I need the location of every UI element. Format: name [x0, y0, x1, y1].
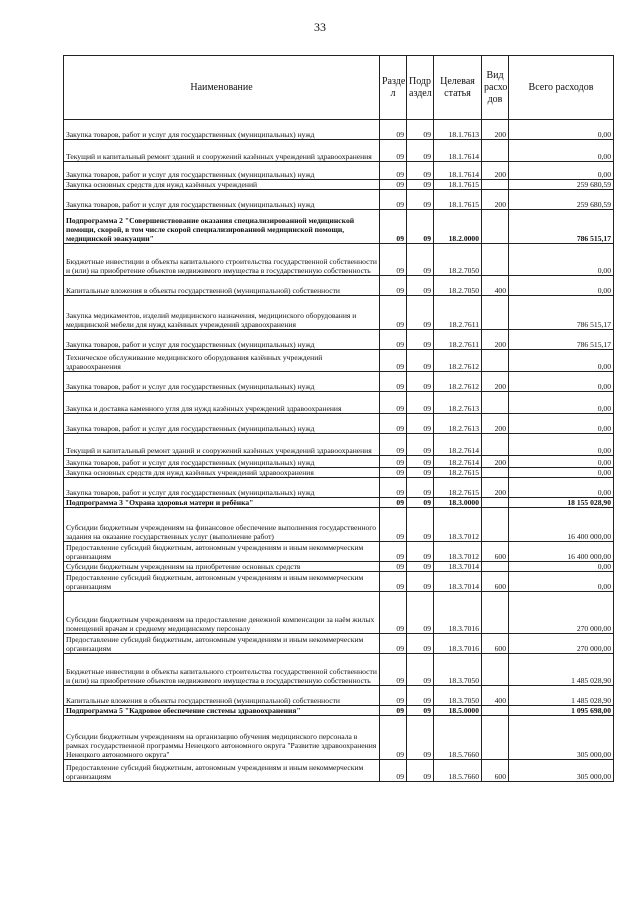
- row-total: 786 515,17: [509, 296, 614, 330]
- row-total: 0,00: [509, 276, 614, 296]
- row-subsection: 09: [407, 180, 434, 190]
- row-subsection: 09: [407, 562, 434, 572]
- row-expense-type: 200: [482, 190, 509, 210]
- row-section: 09: [380, 634, 407, 654]
- row-section: 09: [380, 392, 407, 414]
- row-section: 09: [380, 686, 407, 706]
- row-subsection: 09: [407, 372, 434, 392]
- row-target: 18.2.7613: [434, 414, 482, 434]
- header-subsection: Подр аздел: [407, 56, 434, 120]
- row-section: 09: [380, 508, 407, 542]
- header-name: Наименование: [64, 56, 380, 120]
- row-expense-type: 600: [482, 760, 509, 782]
- row-section: 09: [380, 468, 407, 478]
- row-expense-type: 600: [482, 572, 509, 592]
- row-section: 09: [380, 456, 407, 468]
- row-name: Закупка товаров, работ и услуг для государственных (муниципальных) нужд: [64, 414, 380, 434]
- row-subsection: 09: [407, 572, 434, 592]
- row-target: 18.1.7613: [434, 120, 482, 140]
- table-row: [64, 190, 614, 210]
- row-target: 18.2.7611: [434, 296, 482, 330]
- row-expense-type: 400: [482, 276, 509, 296]
- row-total: 1 485 028,90: [509, 654, 614, 686]
- row-expense-type: 200: [482, 120, 509, 140]
- row-name: Предоставление субсидий бюджетным, автономным учреждениям и иным некоммерческим организациям: [64, 542, 380, 562]
- row-subsection: 09: [407, 716, 434, 760]
- row-total: 0,00: [509, 468, 614, 478]
- table-header-row: [64, 56, 614, 120]
- row-section: 09: [380, 372, 407, 392]
- row-expense-type: [482, 508, 509, 542]
- row-section: 09: [380, 162, 407, 180]
- row-expense-type: [482, 706, 509, 716]
- row-total: 270 000,00: [509, 592, 614, 634]
- row-section: 09: [380, 244, 407, 276]
- row-name: Закупка товаров, работ и услуг для государственных (муниципальных) нужд: [64, 330, 380, 350]
- table-row: [64, 210, 614, 244]
- row-subsection: 09: [407, 330, 434, 350]
- row-expense-type: 200: [482, 162, 509, 180]
- row-name: Закупка основных средств для нужд казённых учреждений: [64, 180, 380, 190]
- row-subsection: 09: [407, 140, 434, 162]
- row-subsection: 09: [407, 456, 434, 468]
- row-expense-type: [482, 296, 509, 330]
- table-row: [64, 276, 614, 296]
- row-section: 09: [380, 562, 407, 572]
- row-total: 1 485 028,90: [509, 686, 614, 706]
- row-target: 18.3.7050: [434, 654, 482, 686]
- table-row: [64, 716, 614, 760]
- row-expense-type: [482, 350, 509, 372]
- row-total: 0,00: [509, 350, 614, 372]
- row-total: 0,00: [509, 572, 614, 592]
- row-total: 0,00: [509, 244, 614, 276]
- row-target: 18.5.0000: [434, 706, 482, 716]
- row-section: 09: [380, 760, 407, 782]
- row-total: 0,00: [509, 456, 614, 468]
- row-target: 18.5.7660: [434, 716, 482, 760]
- row-subsection: 09: [407, 508, 434, 542]
- row-name: Подпрограмма 2 "Совершенствование оказания специализированной медицинской помощи, скорой, в том числе скорой специализированной медицинской помощи, медицинской эвакуации": [64, 210, 380, 244]
- row-name: Закупка товаров, работ и услуг для государственных (муниципальных) нужд: [64, 478, 380, 498]
- row-expense-type: [482, 498, 509, 508]
- row-expense-type: 600: [482, 634, 509, 654]
- row-name: Предоставление субсидий бюджетным, автономным учреждениям и иным некоммерческим организациям: [64, 634, 380, 654]
- row-name: Субсидии бюджетным учреждениям на финансовое обеспечение выполнения государственного задания на оказание государственных услуг (выполнение работ): [64, 508, 380, 542]
- row-expense-type: [482, 562, 509, 572]
- row-name: Закупка и доставка каменного угля для нужд казённых учреждений здравоохранения: [64, 392, 380, 414]
- row-expense-type: 200: [482, 456, 509, 468]
- row-subsection: 09: [407, 498, 434, 508]
- table-row: [64, 414, 614, 434]
- table-row: [64, 542, 614, 562]
- table-row: [64, 372, 614, 392]
- row-target: 18.2.7612: [434, 350, 482, 372]
- row-section: 09: [380, 140, 407, 162]
- row-target: 18.3.7012: [434, 508, 482, 542]
- row-name: Бюджетные инвестиции в объекты капитального строительства государственной собственности и (или) на приобретение объектов недвижимого имущества в государственную собственность: [64, 654, 380, 686]
- row-target: 18.3.7050: [434, 686, 482, 706]
- table-row: [64, 634, 614, 654]
- table-row: [64, 120, 614, 140]
- row-expense-type: 200: [482, 478, 509, 498]
- header-expense-type: Вид расхо дов: [482, 56, 509, 120]
- table-row: [64, 140, 614, 162]
- row-target: 18.3.7014: [434, 562, 482, 572]
- row-subsection: 09: [407, 542, 434, 562]
- table-body: [64, 120, 614, 782]
- row-name: Бюджетные инвестиции в объекты капитального строительства государственной собственности и (или) на приобретение объектов недвижимого имущества в государственную собственность: [64, 244, 380, 276]
- row-target: 18.3.7016: [434, 592, 482, 634]
- row-total: 16 400 000,00: [509, 508, 614, 542]
- table-row: [64, 162, 614, 180]
- row-total: 786 515,17: [509, 210, 614, 244]
- row-name: Закупка товаров, работ и услуг для государственных (муниципальных) нужд: [64, 372, 380, 392]
- row-section: 09: [380, 434, 407, 456]
- row-section: 09: [380, 572, 407, 592]
- row-total: 270 000,00: [509, 634, 614, 654]
- row-expense-type: [482, 434, 509, 456]
- row-name: Капитальные вложения в объекты государственной (муниципальной) собственности: [64, 276, 380, 296]
- row-subsection: 09: [407, 296, 434, 330]
- header-target: Целевая статья: [434, 56, 482, 120]
- row-subsection: 09: [407, 162, 434, 180]
- row-subsection: 09: [407, 686, 434, 706]
- row-total: 0,00: [509, 392, 614, 414]
- row-target: 18.2.7050: [434, 244, 482, 276]
- row-section: 09: [380, 330, 407, 350]
- row-subsection: 09: [407, 706, 434, 716]
- row-target: 18.3.0000: [434, 498, 482, 508]
- row-name: Предоставление субсидий бюджетным, автономным учреждениям и иным некоммерческим организациям: [64, 760, 380, 782]
- row-subsection: 09: [407, 760, 434, 782]
- page-number: 33: [314, 20, 326, 34]
- row-subsection: 09: [407, 478, 434, 498]
- row-subsection: 09: [407, 468, 434, 478]
- row-name: Капитальные вложения в объекты государственной (муниципальной) собственности: [64, 686, 380, 706]
- row-section: 09: [380, 120, 407, 140]
- table-row: [64, 654, 614, 686]
- table-row: [64, 456, 614, 468]
- row-subsection: 09: [407, 350, 434, 372]
- row-total: 16 400 000,00: [509, 542, 614, 562]
- table-row: [64, 180, 614, 190]
- row-total: 0,00: [509, 120, 614, 140]
- row-total: 259 680,59: [509, 180, 614, 190]
- row-total: 18 155 028,90: [509, 498, 614, 508]
- row-section: 09: [380, 414, 407, 434]
- row-total: 1 095 698,00: [509, 706, 614, 716]
- table-row: [64, 760, 614, 782]
- table-row: [64, 508, 614, 542]
- row-target: 18.1.7614: [434, 140, 482, 162]
- row-section: 09: [380, 350, 407, 372]
- row-name: Субсидии бюджетным учреждениям на предоставление денежной компенсации за наём жилых помещений врачам и среднему медицинскому персоналу: [64, 592, 380, 634]
- row-expense-type: 200: [482, 372, 509, 392]
- table-row: [64, 706, 614, 716]
- table-row: [64, 478, 614, 498]
- row-section: 09: [380, 716, 407, 760]
- row-total: 786 515,17: [509, 330, 614, 350]
- table-row: [64, 244, 614, 276]
- row-expense-type: [482, 592, 509, 634]
- row-subsection: 09: [407, 592, 434, 634]
- row-expense-type: 200: [482, 330, 509, 350]
- row-target: 18.2.7050: [434, 276, 482, 296]
- row-subsection: 09: [407, 634, 434, 654]
- table-row: [64, 498, 614, 508]
- row-target: 18.2.7615: [434, 468, 482, 478]
- row-target: 18.2.7614: [434, 434, 482, 456]
- row-expense-type: [482, 210, 509, 244]
- row-subsection: 09: [407, 276, 434, 296]
- row-subsection: 09: [407, 210, 434, 244]
- row-subsection: 09: [407, 120, 434, 140]
- row-name: Закупка товаров, работ и услуг для государственных (муниципальных) нужд: [64, 162, 380, 180]
- row-target: 18.3.7014: [434, 572, 482, 592]
- table-row: [64, 468, 614, 478]
- row-total: 0,00: [509, 372, 614, 392]
- row-total: 259 680,59: [509, 190, 614, 210]
- table-row: [64, 350, 614, 372]
- row-expense-type: [482, 716, 509, 760]
- row-target: 18.2.7615: [434, 478, 482, 498]
- row-expense-type: [482, 244, 509, 276]
- table-row: [64, 562, 614, 572]
- row-total: 305 000,00: [509, 716, 614, 760]
- row-expense-type: 200: [482, 414, 509, 434]
- row-name: Закупка медикаментов, изделий медицинского назначения, медицинского оборудования и медицинской мебели для нужд казённых учреждений здравоохранения: [64, 296, 380, 330]
- row-expense-type: 400: [482, 686, 509, 706]
- row-expense-type: [482, 180, 509, 190]
- table-row: [64, 592, 614, 634]
- table-row: [64, 330, 614, 350]
- row-total: 0,00: [509, 562, 614, 572]
- row-section: 09: [380, 706, 407, 716]
- row-section: 09: [380, 542, 407, 562]
- table-row: [64, 572, 614, 592]
- row-target: 18.2.7614: [434, 456, 482, 468]
- row-name: Закупка товаров, работ и услуг для государственных (муниципальных) нужд: [64, 190, 380, 210]
- table-row: [64, 392, 614, 414]
- row-target: 18.3.7012: [434, 542, 482, 562]
- row-target: 18.1.7614: [434, 162, 482, 180]
- row-section: 09: [380, 498, 407, 508]
- row-name: Предоставление субсидий бюджетным, автономным учреждениям и иным некоммерческим организациям: [64, 572, 380, 592]
- row-name: Текущий и капитальный ремонт зданий и сооружений казённых учреждений здравоохранения: [64, 140, 380, 162]
- row-expense-type: [482, 140, 509, 162]
- header-total: Всего расходов: [509, 56, 614, 120]
- row-target: 18.2.7612: [434, 372, 482, 392]
- row-target: 18.2.7613: [434, 392, 482, 414]
- row-name: Подпрограмма 3 "Охрана здоровья матери и ребёнка": [64, 498, 380, 508]
- row-name: Закупка товаров, работ и услуг для государственных (муниципальных) нужд: [64, 456, 380, 468]
- row-section: 09: [380, 210, 407, 244]
- row-name: Субсидии бюджетным учреждениям на приобретение основных средств: [64, 562, 380, 572]
- row-total: 0,00: [509, 434, 614, 456]
- row-total: 0,00: [509, 414, 614, 434]
- row-target: 18.2.0000: [434, 210, 482, 244]
- row-total: 0,00: [509, 162, 614, 180]
- row-name: Техническое обслуживание медицинского оборудования казённых учреждений здравоохранения: [64, 350, 380, 372]
- table-row: [64, 434, 614, 456]
- row-name: Текущий и капитальный ремонт зданий и сооружений казённых учреждений здравоохранения: [64, 434, 380, 456]
- row-name: Подпрограмма 5 "Кадровое обеспечение системы здравоохранения": [64, 706, 380, 716]
- table-row: [64, 296, 614, 330]
- row-target: 18.1.7615: [434, 190, 482, 210]
- row-section: 09: [380, 180, 407, 190]
- row-name: Закупка основных средств для нужд казённых учреждений здравоохранения: [64, 468, 380, 478]
- row-target: 18.5.7660: [434, 760, 482, 782]
- row-name: Закупка товаров, работ и услуг для государственных (муниципальных) нужд: [64, 120, 380, 140]
- row-subsection: 09: [407, 190, 434, 210]
- row-target: 18.3.7016: [434, 634, 482, 654]
- row-section: 09: [380, 592, 407, 634]
- row-section: 09: [380, 190, 407, 210]
- row-total: 0,00: [509, 478, 614, 498]
- row-total: 0,00: [509, 140, 614, 162]
- row-target: 18.2.7611: [434, 330, 482, 350]
- row-expense-type: [482, 654, 509, 686]
- header-section: Разде л: [380, 56, 407, 120]
- row-section: 09: [380, 296, 407, 330]
- row-section: 09: [380, 478, 407, 498]
- row-subsection: 09: [407, 414, 434, 434]
- row-expense-type: 600: [482, 542, 509, 562]
- row-expense-type: [482, 392, 509, 414]
- budget-table: [63, 55, 614, 782]
- row-subsection: 09: [407, 244, 434, 276]
- row-total: 305 000,00: [509, 760, 614, 782]
- row-section: 09: [380, 654, 407, 686]
- row-section: 09: [380, 276, 407, 296]
- row-subsection: 09: [407, 654, 434, 686]
- row-target: 18.1.7615: [434, 180, 482, 190]
- row-subsection: 09: [407, 392, 434, 414]
- table-row: [64, 686, 614, 706]
- row-expense-type: [482, 468, 509, 478]
- row-subsection: 09: [407, 434, 434, 456]
- row-name: Субсидии бюджетным учреждениям на организацию обучения медицинского персонала в рамках государственной программы Ненецкого автономного округа "Развитие здравоохранения Ненецкого автономного округа": [64, 716, 380, 760]
